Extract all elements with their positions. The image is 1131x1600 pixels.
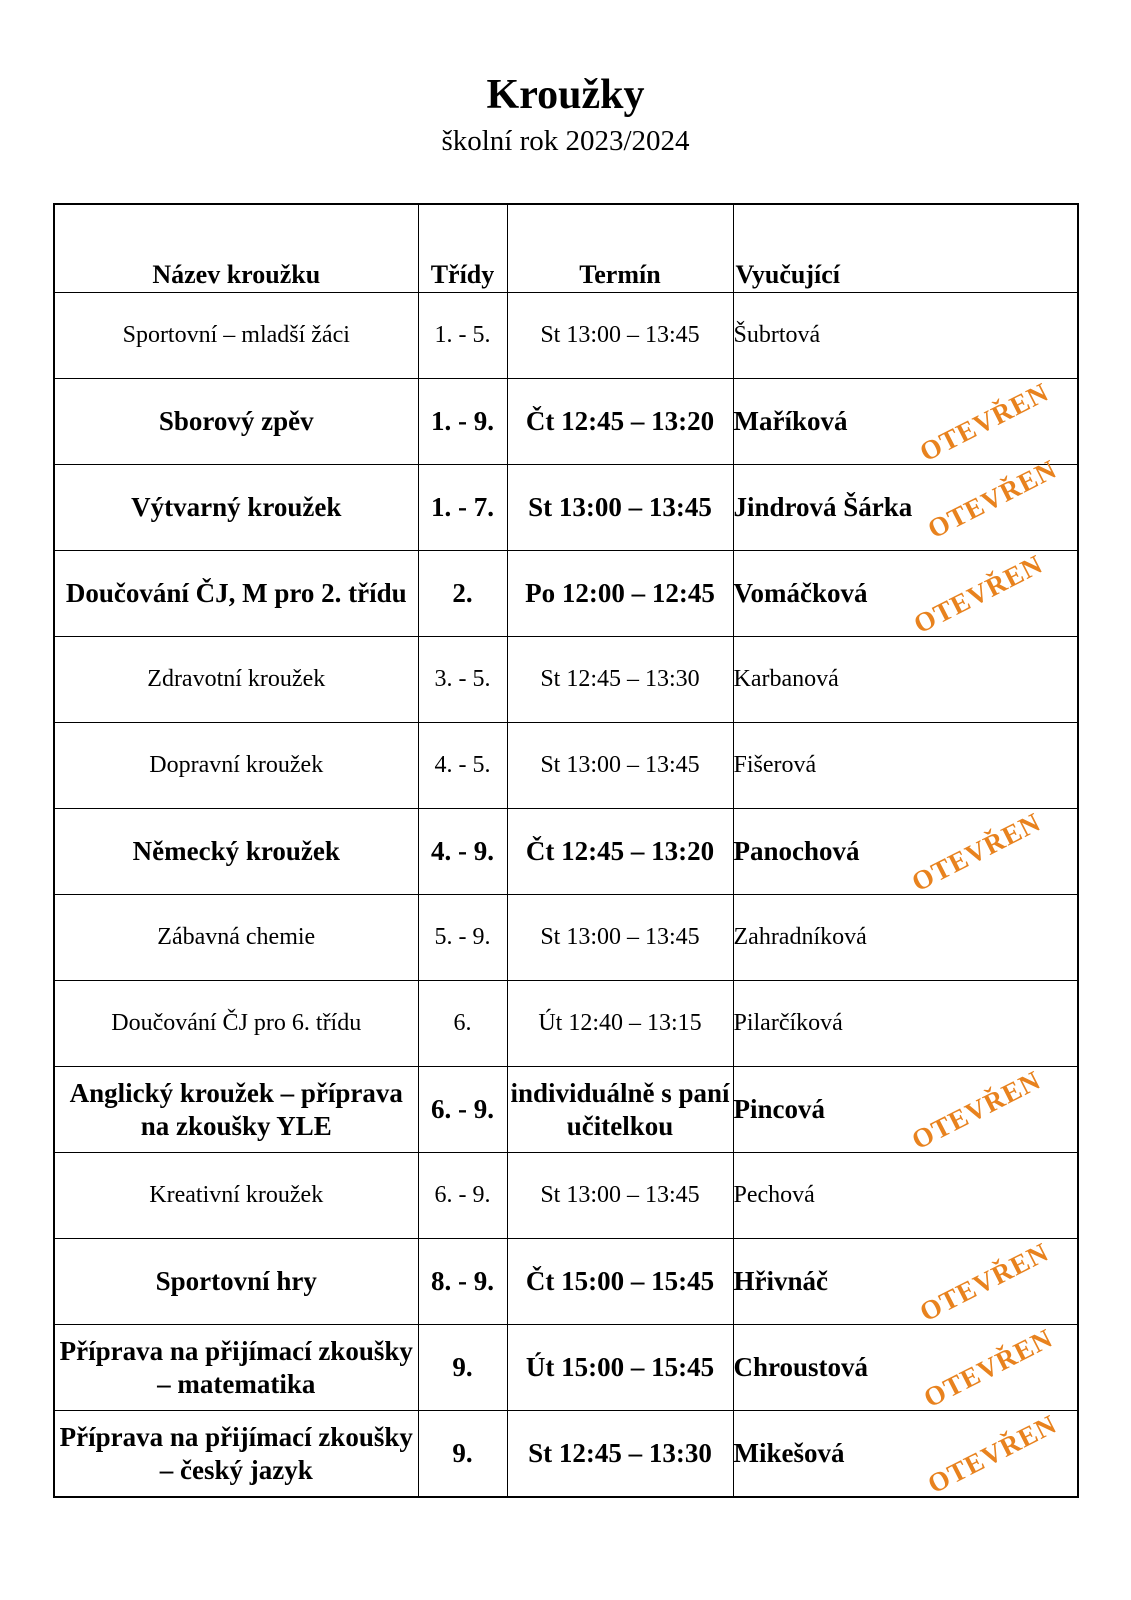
club-name: Anglický kroužek – příprava na zkoušky YLE: [54, 1067, 418, 1153]
club-teacher: [733, 637, 1078, 723]
club-time: Po 12:00 – 12:45: [507, 551, 733, 637]
open-stamp: OTEVŘEN: [922, 1408, 1062, 1499]
table-row: [54, 293, 1078, 379]
club-name: Zdravotní kroužek: [54, 637, 418, 723]
club-time: individuálně s paní učitelkou: [507, 1067, 733, 1153]
open-stamp: OTEVŘEN: [914, 376, 1054, 467]
club-name: Příprava na přijímací zkoušky – český jazyk: [54, 1411, 418, 1498]
open-stamp: OTEVŘEN: [914, 1236, 1054, 1327]
club-teacher: [733, 376, 1078, 467]
table-row: [54, 723, 1078, 809]
table-row: [54, 1411, 1078, 1498]
club-time: St 13:00 – 13:45: [507, 465, 733, 551]
clubs-table: [53, 203, 1079, 1498]
club-teacher: [733, 293, 1078, 379]
club-classes: 4. - 5.: [418, 723, 507, 809]
open-stamp: OTEVŘEN: [908, 548, 1048, 639]
table-header-row: [54, 204, 1078, 293]
open-stamp: OTEVŘEN: [906, 806, 1046, 897]
club-name: Doučování ČJ pro 6. třídu: [54, 981, 418, 1067]
club-name: Doučování ČJ, M pro 2. třídu: [54, 551, 418, 637]
club-teacher: [733, 1408, 1078, 1499]
club-name: Sborový zpěv: [54, 379, 418, 465]
club-teacher: [733, 895, 1078, 981]
teacher-name: Maříková: [733, 406, 848, 436]
club-teacher: [733, 548, 1078, 639]
table-row: [54, 551, 1078, 637]
club-teacher: [733, 453, 1078, 551]
club-name: Sportovní – mladší žáci: [54, 293, 418, 379]
club-classes: 2.: [418, 551, 507, 637]
table-row: [54, 465, 1078, 551]
club-name: Německý kroužek: [54, 809, 418, 895]
club-teacher: [733, 1153, 1078, 1239]
club-classes: 6. - 9.: [418, 1153, 507, 1239]
teacher-name: Zahradníková: [733, 924, 867, 950]
club-time: Čt 12:45 – 13:20: [507, 809, 733, 895]
teacher-name: Chroustová: [733, 1352, 869, 1382]
column-header-classes: Třídy: [418, 204, 507, 293]
open-stamp: OTEVŘEN: [922, 453, 1062, 545]
club-time: St 13:00 – 13:45: [507, 1153, 733, 1239]
table-row: [54, 981, 1078, 1067]
teacher-name: Šubrtová: [733, 322, 821, 348]
club-name: Výtvarný kroužek: [54, 465, 418, 551]
teacher-name: Mikešová: [733, 1438, 845, 1468]
club-classes: 1. - 9.: [418, 379, 507, 465]
club-classes: 1. - 5.: [418, 293, 507, 379]
open-stamp: OTEVŘEN: [906, 1064, 1046, 1155]
club-classes: 6. - 9.: [418, 1067, 507, 1153]
club-classes: 3. - 5.: [418, 637, 507, 723]
teacher-name: Fišerová: [733, 752, 817, 778]
club-time: Čt 15:00 – 15:45: [507, 1239, 733, 1325]
open-stamp: OTEVŘEN: [918, 1322, 1058, 1413]
column-header-time: Termín: [507, 204, 733, 293]
teacher-name: Jindrová Šárka: [733, 492, 913, 522]
table-row: [54, 1153, 1078, 1239]
club-teacher: [733, 1064, 1078, 1155]
club-classes: 9.: [418, 1325, 507, 1411]
club-name: Zábavná chemie: [54, 895, 418, 981]
club-name: Sportovní hry: [54, 1239, 418, 1325]
table-row: [54, 809, 1078, 895]
table-row: [54, 895, 1078, 981]
table-row: [54, 1239, 1078, 1325]
club-classes: 1. - 7.: [418, 465, 507, 551]
teacher-name: Pilarčíková: [733, 1010, 843, 1036]
table-row: [54, 637, 1078, 723]
teacher-name: Vomáčková: [733, 578, 868, 608]
club-time: St 12:45 – 13:30: [507, 637, 733, 723]
club-time: Čt 12:45 – 13:20: [507, 379, 733, 465]
club-teacher: [733, 981, 1078, 1067]
club-classes: 9.: [418, 1411, 507, 1498]
club-teacher: [733, 1322, 1078, 1413]
club-time: St 12:45 – 13:30: [507, 1411, 733, 1498]
page-title: Kroužky: [486, 72, 645, 118]
club-time: St 13:00 – 13:45: [507, 723, 733, 809]
table-row: [54, 1067, 1078, 1153]
club-name: Kreativní kroužek: [54, 1153, 418, 1239]
club-classes: 5. - 9.: [418, 895, 507, 981]
teacher-name: Panochová: [733, 836, 860, 866]
teacher-name: Karbanová: [733, 666, 839, 692]
club-name: Příprava na přijímací zkoušky – matematika: [54, 1325, 418, 1411]
teacher-name: Pechová: [733, 1182, 815, 1208]
club-time: Út 15:00 – 15:45: [507, 1325, 733, 1411]
teacher-name: Hřivnáč: [733, 1266, 828, 1296]
club-teacher: [733, 1236, 1078, 1327]
column-header-name: Název kroužku: [54, 204, 418, 293]
club-classes: 4. - 9.: [418, 809, 507, 895]
club-time: St 13:00 – 13:45: [507, 293, 733, 379]
column-header-teacher: Vyučující: [733, 204, 1078, 293]
club-time: St 13:00 – 13:45: [507, 895, 733, 981]
club-time: Út 12:40 – 13:15: [507, 981, 733, 1067]
club-teacher: [733, 723, 1078, 809]
teacher-name: Pincová: [733, 1094, 825, 1124]
club-classes: 8. - 9.: [418, 1239, 507, 1325]
table-row: [54, 379, 1078, 465]
page-subtitle: školní rok 2023/2024: [441, 125, 690, 157]
table-row: [54, 1325, 1078, 1411]
club-teacher: [733, 806, 1078, 897]
club-name: Dopravní kroužek: [54, 723, 418, 809]
club-classes: 6.: [418, 981, 507, 1067]
